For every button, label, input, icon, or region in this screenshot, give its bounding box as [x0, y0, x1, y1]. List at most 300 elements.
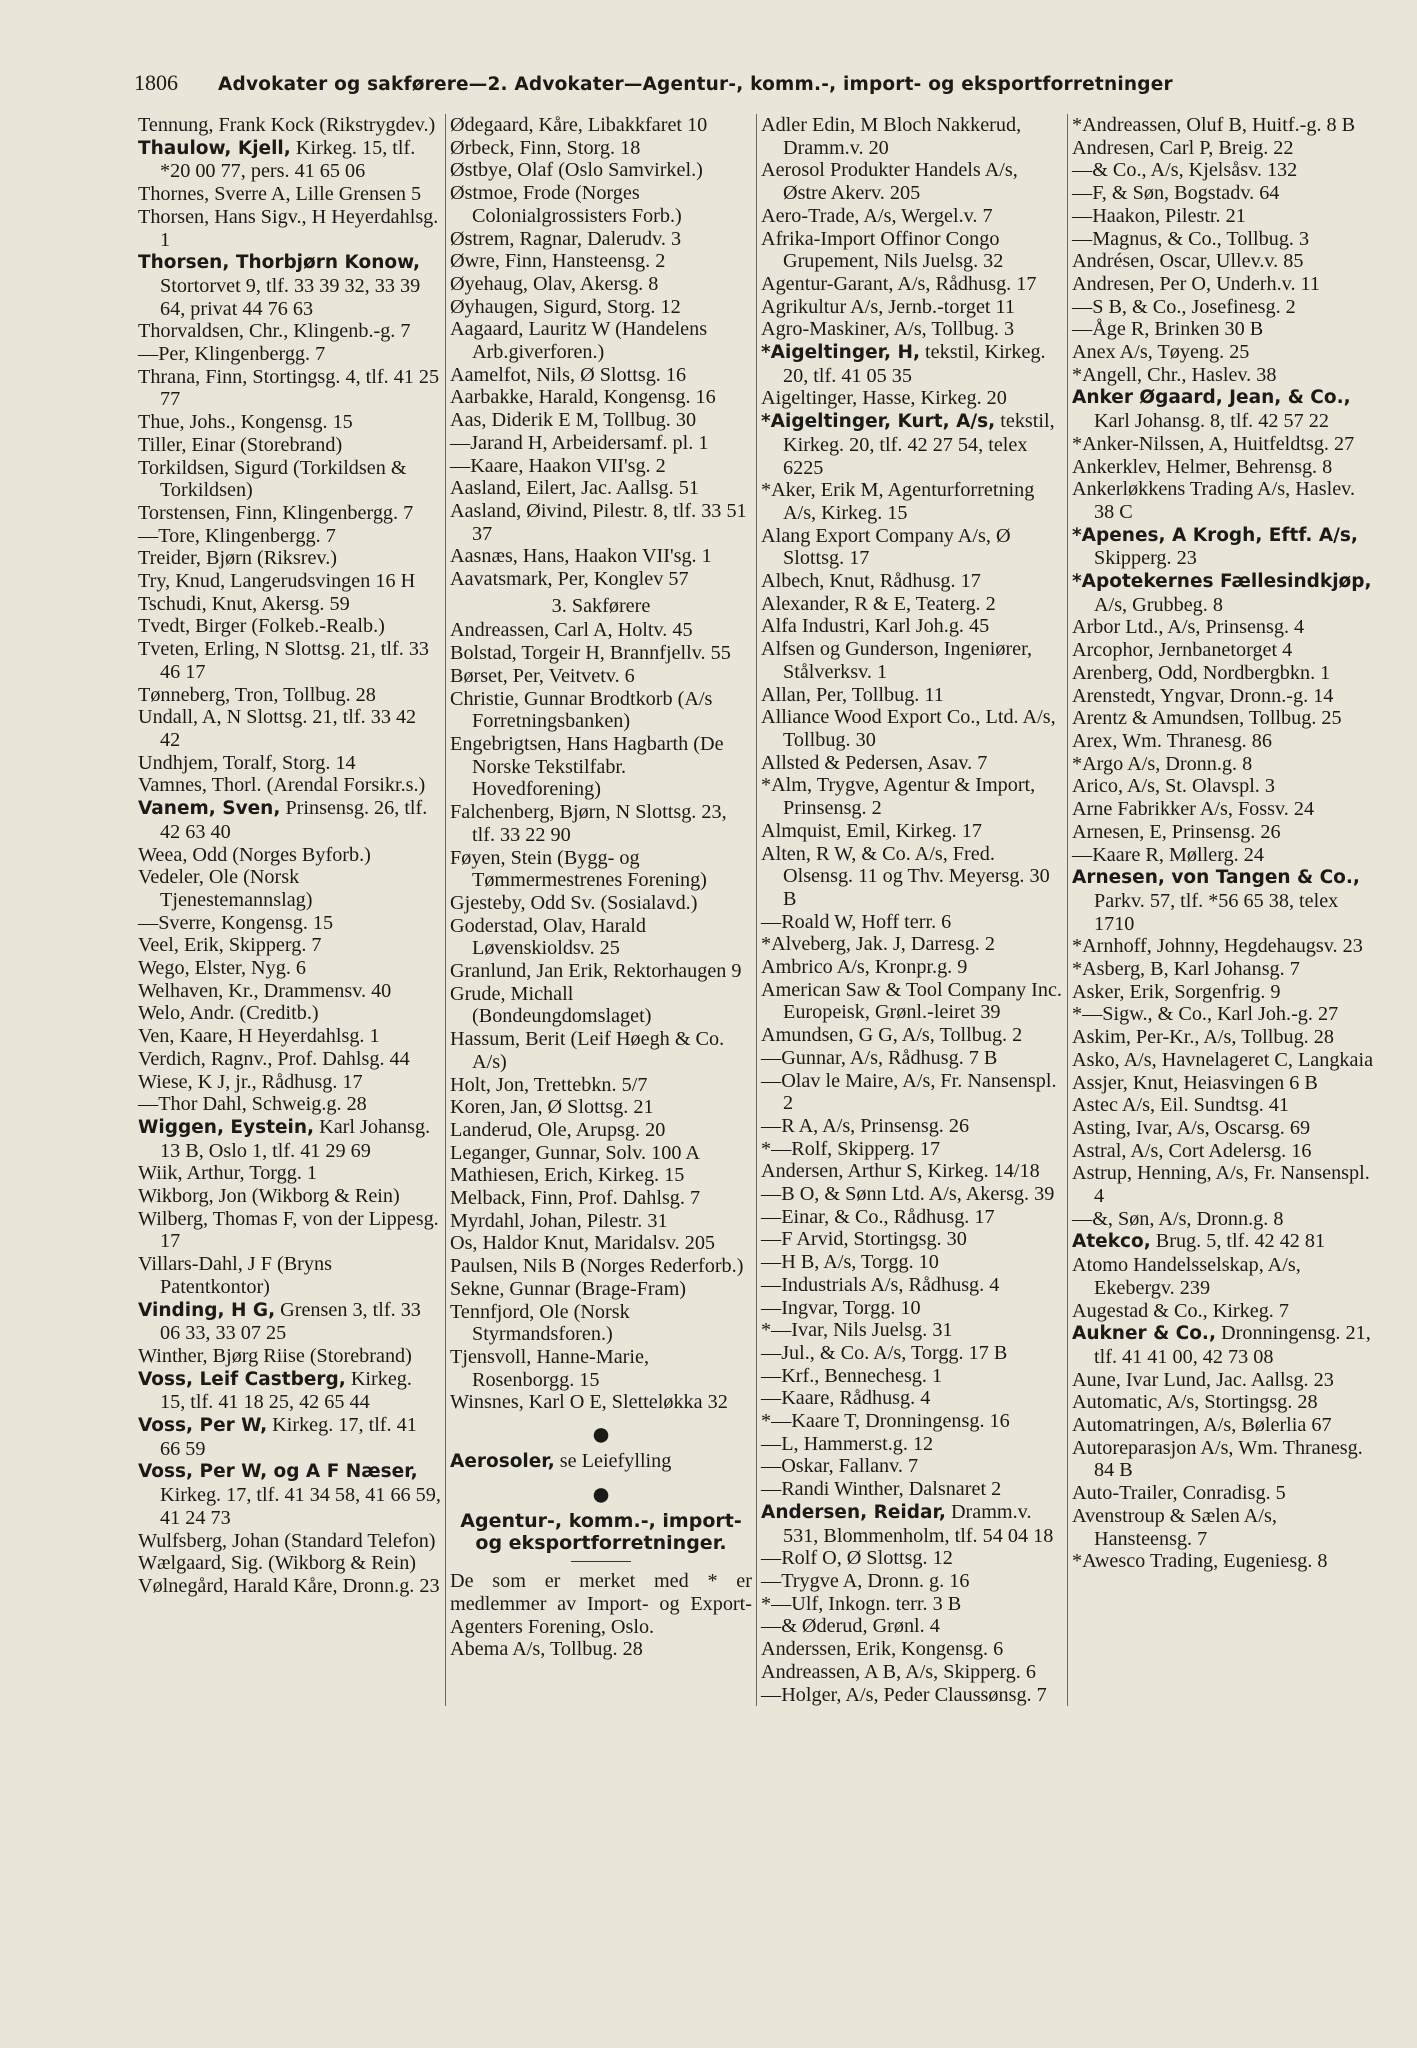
directory-entry	[450, 545, 752, 568]
entry-text: Avenstroup & Sælen A/s, Hansteensg. 7	[1072, 1504, 1277, 1550]
entry-text: se Leiefylling	[554, 1450, 672, 1473]
entry-text: Tvedt, Birger (Folkeb.-Realb.)	[138, 615, 385, 638]
entry-text: Leganger, Gunnar, Solv. 100 A	[450, 1141, 700, 1164]
entry-text: —Oskar, Fallanv. 7	[761, 1455, 919, 1478]
entry-text: Vølnegård, Harald Kåre, Dronn.g. 23	[138, 1575, 440, 1597]
entry-text: Karl Johansg. 13 B, Oslo 1, tlf. 41 29 69	[160, 1115, 431, 1162]
entry-text: Aarbakke, Harald, Kongensg. 16	[450, 386, 716, 409]
entry-text: —Gunnar, A/s, Rådhusg. 7 B	[761, 1046, 998, 1069]
bullet-separator: ●	[590, 1475, 612, 1513]
directory-entry	[1072, 433, 1374, 456]
entry-text: Aune, Ivar Lund, Jac. Aallsg. 23	[1072, 1368, 1334, 1391]
entry-text: Stortorvet 9, tlf. 33 39 32, 33 39 64, privat 44 76 63	[160, 274, 421, 320]
directory-entry	[1072, 250, 1374, 273]
directory-entry	[450, 688, 752, 733]
entry-name-bold: Thorsen, Thorbjørn Konow,	[138, 252, 421, 274]
directory-entry	[761, 1365, 1063, 1388]
entry-text: Kirkeg. 15, tlf. 41 18 25, 42 65 44	[160, 1367, 412, 1414]
directory-entry	[1072, 866, 1374, 935]
directory-entry	[1072, 753, 1374, 776]
entry-text: Atomo Handelsselskap, A/s, Ekebergv. 239	[1072, 1254, 1301, 1299]
directory-entry	[761, 979, 1063, 1024]
entry-text: Andresen, Per O, Underh.v. 11	[1072, 272, 1320, 295]
entry-text: Veel, Erik, Skipperg. 7	[138, 934, 322, 957]
entry-text: Koren, Jan, Ø Slottsg. 21	[450, 1096, 654, 1119]
directory-entry	[1072, 1437, 1374, 1482]
entry-text: Auto-Trailer, Conradisg. 5	[1072, 1482, 1286, 1505]
entry-text: *Alveberg, Jak. J, Darresg. 2	[761, 933, 995, 956]
directory-entry	[1072, 1140, 1374, 1163]
entry-text: Andreassen, Carl A, Holtv. 45	[450, 619, 693, 642]
entry-text: Engebrigtsen, Hans Hagbarth (De Norske Tekstilfabr. Hovedforening)	[450, 732, 724, 801]
directory-entry	[450, 568, 752, 591]
entry-text: *—Kaare T, Dronningensg. 16	[761, 1410, 1010, 1433]
directory-entry	[761, 114, 1063, 159]
entry-text: Gjesteby, Odd Sv. (Sosialavd.)	[450, 891, 698, 914]
entry-text: —R A, A/s, Prinsensg. 26	[761, 1114, 970, 1137]
entry-name-bold: Aerosoler,	[450, 1451, 555, 1473]
directory-entry	[138, 593, 441, 616]
directory-entry	[761, 159, 1063, 204]
entry-text: Thornes, Sverre A, Lille Grensen 5	[138, 183, 422, 206]
directory-entry	[1072, 958, 1374, 981]
directory-entry	[138, 525, 441, 548]
directory-entry	[761, 1115, 1063, 1138]
entry-text: Allsted & Pedersen, Asav. 7	[761, 751, 988, 774]
directory-entry	[761, 1661, 1063, 1684]
column-4	[1067, 114, 1378, 1706]
entry-text: Verdich, Ragnv., Prof. Dahlsg. 44	[138, 1047, 410, 1070]
entry-text: Arnesen, E, Prinsensg. 26	[1072, 820, 1281, 843]
directory-entry	[761, 1387, 1063, 1410]
directory-entry	[761, 1593, 1063, 1616]
directory-entry	[1072, 205, 1374, 228]
directory-entry	[761, 1455, 1063, 1478]
directory-entry	[761, 706, 1063, 751]
entry-text: Ankerklev, Helmer, Behrensg. 8	[1072, 455, 1333, 478]
entry-text: Villars-Dahl, J F (Bryns Patentkontor)	[138, 1253, 332, 1298]
directory-entry	[761, 1160, 1063, 1183]
directory-entry	[450, 1450, 752, 1474]
bullet-separator: ●	[590, 1416, 612, 1454]
entry-text: *—Ulf, Inkogn. terr. 3 B	[761, 1592, 962, 1615]
short-rule	[571, 1561, 631, 1562]
directory-entry	[138, 844, 441, 867]
entry-text: Winsnes, Karl O E, Sletteløkka 32	[450, 1391, 728, 1414]
entry-text: Andersen, Arthur S, Kirkeg. 14/18	[761, 1160, 1040, 1183]
entry-text: Aavatsmark, Per, Konglev 57	[450, 568, 689, 591]
entry-text: Try, Knud, Langerudsvingen 16 H	[138, 570, 416, 593]
directory-entry	[138, 1025, 441, 1048]
entry-text: Christie, Gunnar Brodtkorb (A/s Forretningsbanken)	[450, 687, 713, 733]
entry-text: *Aker, Erik M, Agenturforretning A/s, Kirkeg. 15	[761, 479, 1035, 524]
directory-entry	[761, 1274, 1063, 1297]
entry-text: —Kaare, Haakon VII'sg. 2	[450, 454, 666, 477]
directory-entry	[138, 797, 441, 843]
directory-entry	[138, 1345, 441, 1368]
directory-entry	[450, 665, 752, 688]
entry-text: Undhjem, Toralf, Storg. 14	[138, 751, 356, 774]
directory-entry	[450, 960, 752, 983]
entry-text: Øyhaugen, Sigurd, Storg. 12	[450, 295, 681, 318]
entry-text: Weea, Odd (Norges Byforb.)	[138, 843, 371, 866]
entry-text: Astec A/s, Eil. Sundtsg. 41	[1072, 1094, 1290, 1117]
directory-entry	[1072, 1505, 1374, 1550]
entry-text: Alfsen og Gunderson, Ingeniører, Stålverksv. 1	[761, 638, 1033, 683]
entry-text: Aigeltinger, Hasse, Kirkeg. 20	[761, 387, 1007, 410]
directory-entry	[761, 774, 1063, 819]
directory-entry	[1072, 1094, 1374, 1117]
entry-text: —H B, A/s, Torgg. 10	[761, 1251, 939, 1274]
directory-entry	[138, 1575, 441, 1598]
entry-text: A/s, Grubbeg. 8	[1094, 593, 1223, 616]
directory-entry	[450, 432, 752, 455]
directory-entry	[138, 706, 441, 751]
directory-entry	[761, 843, 1063, 911]
directory-entry	[761, 615, 1063, 638]
directory-entry	[1072, 730, 1374, 753]
directory-entry	[138, 1299, 441, 1345]
directory-entry	[450, 250, 752, 273]
directory-entry	[450, 1096, 752, 1119]
entry-name-bold: Vanem, Sven,	[138, 798, 281, 820]
directory-entry	[761, 1615, 1063, 1638]
entry-name-bold: Anker Øgaard, Jean, & Co.,	[1072, 387, 1351, 409]
entry-text: —Industrials A/s, Rådhusg. 4	[761, 1273, 1000, 1296]
entry-text: Arbor Ltd., A/s, Prinsensg. 4	[1072, 616, 1305, 639]
entry-text: Thrana, Finn, Stortingsg. 4, tlf. 41 25 77	[138, 365, 440, 411]
directory-entry	[761, 1206, 1063, 1229]
entry-text: Aagaard, Lauritz W (Handelens Arb.giverforen.)	[450, 318, 708, 364]
directory-entry	[761, 479, 1063, 524]
directory-entry	[761, 1024, 1063, 1047]
entry-text: Alten, R W, & Co. A/s, Fred. Olsensg. 11 og Thv. Meyersg. 30 B	[761, 842, 1050, 910]
directory-entry	[138, 1162, 441, 1185]
directory-entry	[761, 387, 1063, 410]
entry-text: Autoreparasjon A/s, Wm. Thranesg. 84 B	[1072, 1436, 1363, 1482]
directory-entry	[450, 892, 752, 915]
directory-entry	[138, 980, 441, 1003]
entry-text: Treider, Bjørn (Riksrev.)	[138, 547, 337, 570]
entry-text: Tiller, Einar (Storebrand)	[138, 433, 343, 456]
directory-entry	[1072, 1162, 1374, 1207]
entry-text: Arex, Wm. Thranesg. 86	[1072, 729, 1272, 752]
entry-text: *Alm, Trygve, Agentur & Import, Prinsensg. 2	[761, 774, 1036, 820]
directory-entry	[450, 228, 752, 251]
entry-text: Kirkeg. 17, tlf. 41 66 59	[160, 1414, 417, 1460]
entry-text: Ørbeck, Finn, Storg. 18	[450, 136, 641, 159]
entry-text: Thorvaldsen, Chr., Klingenb.-g. 7	[138, 320, 411, 343]
entry-text: Astral, A/s, Cort Adelersg. 16	[1072, 1139, 1312, 1162]
entry-text: Astrup, Henning, A/s, Fr. Nansenspl. 4	[1072, 1162, 1370, 1208]
directory-entry	[138, 866, 441, 911]
entry-text: Føyen, Stein (Bygg- og Tømmermestrenes Forening)	[450, 846, 707, 892]
directory-entry	[1072, 639, 1374, 662]
directory-entry	[450, 1638, 752, 1661]
entry-text: Assjer, Knut, Heiasvingen 6 B	[1072, 1071, 1318, 1094]
column-1	[134, 114, 445, 1706]
entry-text: —Jarand H, Arbeidersamf. pl. 1	[450, 431, 709, 454]
directory-entry	[1072, 798, 1374, 821]
entry-text: Agentur-Garant, A/s, Rådhusg. 17	[761, 272, 1037, 295]
directory-entry	[1072, 182, 1374, 205]
entry-text: Bolstad, Torgeir H, Brannfjellv. 55	[450, 642, 731, 665]
directory-entry	[761, 1228, 1063, 1251]
entry-text: Asting, Ivar, A/s, Oscarsg. 69	[1072, 1116, 1311, 1139]
entry-text: Wiese, K J, jr., Rådhusg. 17	[138, 1070, 363, 1093]
directory-entry	[1072, 1072, 1374, 1095]
entry-text: Alfa Industri, Karl Joh.g. 45	[761, 615, 990, 638]
entry-name-bold: Voss, Leif Castberg,	[138, 1368, 346, 1390]
membership-note: De som er merket med * er medlemmer av Import- og Export-Agenters Forening, Oslo.	[450, 1570, 752, 1638]
directory-entry	[1072, 707, 1374, 730]
entry-name-bold: Voss, Per W,	[138, 1415, 268, 1437]
entry-text: Kirkeg. 17, tlf. 41 34 58, 41 66 59, 41 24 73	[160, 1484, 441, 1529]
entry-name-bold: Vinding, H G,	[138, 1299, 276, 1321]
page-number: 1806	[134, 70, 178, 95]
directory-entry	[138, 137, 441, 183]
directory-entry	[138, 434, 441, 457]
entry-text: —&, Søn, A/s, Dronn.g. 8	[1072, 1207, 1284, 1230]
entry-name-bold: Atekco,	[1072, 1231, 1151, 1253]
entry-text: Alliance Wood Export Co., Ltd. A/s, Tollbug. 30	[761, 706, 1056, 751]
entry-text: Andresen, Carl P, Breig. 22	[1072, 136, 1294, 159]
entry-text: —L, Hammerst.g. 12	[761, 1432, 934, 1455]
directory-entry	[1072, 844, 1374, 867]
directory-entry	[138, 366, 441, 411]
entry-text: Welo, Andr. (Creditb.)	[138, 1002, 319, 1025]
entry-text: *—Ivar, Nils Juelsg. 31	[761, 1319, 953, 1342]
directory-entry	[138, 114, 441, 137]
directory-entry	[761, 1047, 1063, 1070]
directory-entry	[138, 457, 441, 502]
entry-text: Andreassen, A B, A/s, Skipperg. 6	[761, 1660, 1036, 1683]
directory-entry	[1072, 935, 1374, 958]
entry-text: Wego, Elster, Nyg. 6	[138, 957, 307, 980]
directory-entry	[138, 615, 441, 638]
directory-entry	[1072, 1230, 1374, 1254]
entry-text: Amundsen, G G, A/s, Tollbug. 2	[761, 1024, 1023, 1047]
directory-entry	[1072, 524, 1374, 570]
directory-entry	[450, 477, 752, 500]
entry-text: Anderssen, Erik, Kongensg. 6	[761, 1638, 1004, 1661]
entry-text: *—Sigw., & Co., Karl Joh.-g. 27	[1072, 1003, 1339, 1026]
entry-text: Granlund, Jan Erik, Rektorhaugen 9	[450, 960, 742, 983]
directory-entry	[138, 638, 441, 683]
entry-text: Aerosol Produkter Handels A/s, Østre Akerv. 205	[761, 159, 1018, 205]
entry-text: —Randi Winther, Dalsnaret 2	[761, 1478, 1002, 1501]
entry-text: —Magnus, & Co., Tollbug. 3	[1072, 227, 1310, 250]
category-heading: Agentur-, komm.-, import- og eksportforretninger.	[460, 1509, 742, 1555]
entry-text: Anex A/s, Tøyeng. 25	[1072, 341, 1250, 364]
directory-entry	[138, 570, 441, 593]
directory-entry	[761, 752, 1063, 775]
directory-entry	[138, 1116, 441, 1162]
directory-entry	[1072, 981, 1374, 1004]
directory-entry	[761, 1183, 1063, 1206]
entry-text: Alang Export Company A/s, Ø Slottsg. 17	[761, 524, 1011, 570]
entry-text: Dramm.v. 531, Blommenholm, tlf. 54 04 18	[783, 1500, 1054, 1547]
entry-text: —Roald W, Hoff terr. 6	[761, 910, 952, 933]
directory-entry	[1072, 159, 1374, 182]
directory-entry	[450, 847, 752, 892]
directory-entry	[1072, 1322, 1374, 1368]
directory-entry	[138, 774, 441, 797]
directory-entry	[1072, 1414, 1374, 1437]
entry-text: Arenberg, Odd, Nordbergbkn. 1	[1072, 661, 1331, 684]
entry-text: Falchenberg, Bjørn, N Slottsg. 23, tlf. 33 22 90	[450, 801, 727, 846]
entry-text: American Saw & Tool Company Inc. Europeisk, Grønl.-leiret 39	[761, 978, 1062, 1024]
directory-entry	[450, 409, 752, 432]
directory-entry	[450, 364, 752, 387]
directory-entry	[450, 1074, 752, 1097]
entry-text: Tveten, Erling, N Slottsg. 21, tlf. 33 46 17	[138, 638, 430, 683]
entry-text: Abema A/s, Tollbug. 28	[450, 1638, 643, 1661]
entry-text: Arenstedt, Yngvar, Dronn.-g. 14	[1072, 684, 1334, 707]
directory-entry	[761, 820, 1063, 843]
directory-entry	[761, 593, 1063, 616]
directory-entry	[1072, 296, 1374, 319]
directory-entry	[450, 1232, 752, 1255]
entry-text: Øwre, Finn, Hansteensg. 2	[450, 250, 666, 273]
directory-entry	[138, 1414, 441, 1460]
entry-text: Ankerløkkens Trading A/s, Haslev. 38 C	[1072, 478, 1355, 523]
entry-text: —Kaare R, Møllerg. 24	[1072, 843, 1264, 866]
entry-name-bold: *Apenes, A Krogh, Eftf. A/s,	[1072, 524, 1358, 546]
entry-text: Sekne, Gunnar (Brage-Fram)	[450, 1277, 687, 1300]
directory-entry	[450, 1391, 752, 1414]
entry-text: Holt, Jon, Trettebkn. 5/7	[450, 1073, 648, 1096]
entry-text: Tennfjord, Ole (Norsk Styrmandsforen.)	[450, 1300, 630, 1346]
directory-entry	[761, 525, 1063, 570]
directory-entry	[450, 455, 752, 478]
entry-text: Albech, Knut, Rådhusg. 17	[761, 570, 981, 593]
directory-entry	[138, 1185, 441, 1208]
entry-text: Torkildsen, Sigurd (Torkildsen & Torkildsen)	[138, 456, 407, 502]
directory-entry	[138, 343, 441, 366]
entry-text: Grude, Michall (Bondeungdomslaget)	[450, 982, 652, 1028]
entry-name-bold: Thaulow, Kjell,	[138, 137, 291, 159]
entry-text: Tennung, Frank Kock (Rikstrygdev.)	[138, 114, 436, 136]
entry-text: —Einar, & Co., Rådhusg. 17	[761, 1205, 995, 1228]
directory-entry	[1072, 1003, 1374, 1026]
entry-text: Brug. 5, tlf. 42 42 81	[1150, 1230, 1326, 1253]
directory-entry	[1072, 456, 1374, 479]
directory-entry	[1072, 228, 1374, 251]
directory-entry	[761, 1342, 1063, 1365]
entry-text: Dronningensg. 21, tlf. 41 41 00, 42 73 08	[1094, 1322, 1371, 1368]
entry-text: —Olav le Maire, A/s, Fr. Nansenspl. 2	[761, 1069, 1057, 1115]
entry-text: Aero-Trade, A/s, Wergel.v. 7	[761, 204, 993, 227]
directory-entry	[1072, 137, 1374, 160]
entry-text: Tjensvoll, Hanne-Marie, Rosenborgg. 15	[450, 1345, 650, 1391]
directory-entry	[761, 341, 1063, 387]
entry-name-bold: Wiggen, Eystein,	[138, 1116, 315, 1138]
entry-text: —S B, & Co., Josefinesg. 2	[1072, 295, 1296, 318]
entry-text: Prinsensg. 26, tlf. 42 63 40	[160, 797, 428, 843]
directory-entry	[138, 547, 441, 570]
entry-text: Melback, Finn, Prof. Dahlsg. 7	[450, 1187, 701, 1210]
entry-text: Almquist, Emil, Kirkeg. 17	[761, 819, 982, 842]
directory-entry	[450, 983, 752, 1028]
directory-entry	[138, 1002, 441, 1025]
entry-text: Aamelfot, Nils, Ø Slottsg. 16	[450, 363, 687, 386]
entry-text: Tønneberg, Tron, Tollbug. 28	[138, 683, 376, 706]
entry-text: Tschudi, Knut, Akersg. 59	[138, 592, 350, 615]
directory-entry	[138, 912, 441, 935]
directory-entry	[138, 752, 441, 775]
directory-entry	[450, 619, 752, 642]
directory-entry	[1072, 821, 1374, 844]
directory-entry	[1072, 1391, 1374, 1414]
entry-text: —Holger, A/s, Peder Claussønsg. 7	[761, 1683, 1047, 1706]
section-heading: 3. Sakførere	[551, 594, 651, 617]
directory-entry	[761, 638, 1063, 683]
entry-text: —B O, & Sønn Ltd. A/s, Akersg. 39	[761, 1183, 1055, 1206]
entry-text: —Sverre, Kongensg. 15	[138, 911, 334, 934]
entry-text: Thorsen, Hans Sigv., H Heyerdahlsg. 1	[138, 205, 439, 251]
entry-text: Automatic, A/s, Stortingsg. 28	[1072, 1391, 1318, 1414]
entry-text: Kirkeg. 15, tlf. *20 00 77, pers. 41 65 06	[160, 136, 416, 183]
directory-entry	[138, 206, 441, 251]
entry-text: —Thor Dahl, Schweig.g. 28	[138, 1093, 367, 1116]
directory-entry	[761, 684, 1063, 707]
entry-text: Karl Johansg. 8, tlf. 42 57 22	[1094, 410, 1329, 433]
entry-text: Adler Edin, M Bloch Nakkerud, Dramm.v. 20	[761, 114, 1022, 159]
entry-text: *Awesco Trading, Eugeniesg. 8	[1072, 1550, 1328, 1573]
entry-text: *Anker-Nilssen, A, Huitfeldtsg. 27	[1072, 432, 1355, 455]
entry-text: —F Arvid, Stortingsg. 30	[761, 1228, 967, 1251]
directory-entry	[450, 182, 752, 227]
entry-text: Torstensen, Finn, Klingenbergg. 7	[138, 501, 414, 524]
directory-entry	[1072, 1254, 1374, 1299]
directory-entry	[138, 934, 441, 957]
entry-text: —Tore, Klingenbergg. 7	[138, 524, 336, 547]
entry-text: Østmoe, Frode (Norges Colonialgrossisters Forb.)	[450, 182, 682, 227]
entry-text: Ven, Kaare, H Heyerdahlsg. 1	[138, 1025, 380, 1048]
entry-text: Andrésen, Oscar, Ullev.v. 85	[1072, 250, 1304, 273]
entry-text: Myrdahl, Johan, Pilestr. 31	[450, 1209, 668, 1232]
directory-entry	[1072, 775, 1374, 798]
directory-entry	[450, 114, 752, 137]
directory-entry	[1072, 1550, 1374, 1573]
directory-entry	[761, 1297, 1063, 1320]
entry-text: —Ingvar, Torgg. 10	[761, 1296, 921, 1319]
entry-text: Aasnæs, Hans, Haakon VII'sg. 1	[450, 545, 712, 568]
entry-text: tekstil, Kirkeg. 20, tlf. 42 27 54, telex 6225	[783, 410, 1055, 479]
directory-entry	[761, 410, 1063, 479]
entry-text: Skipperg. 23	[1094, 547, 1197, 570]
directory-entry	[1072, 1208, 1374, 1231]
entry-text: Automatringen, A/s, Bølerlia 67	[1072, 1414, 1332, 1437]
entry-text: —Åge R, Brinken 30 B	[1072, 318, 1264, 341]
directory-entry	[138, 320, 441, 343]
entry-text: Landerud, Ole, Arupsg. 20	[450, 1118, 666, 1141]
entry-text: Aasland, Øivind, Pilestr. 8, tlf. 33 51 37	[450, 499, 747, 545]
directory-entry	[761, 1138, 1063, 1161]
directory-entry	[138, 1552, 441, 1575]
directory-entry	[1072, 1117, 1374, 1140]
entry-text: Asker, Erik, Sorgenfrig. 9	[1072, 980, 1281, 1003]
entry-text: *—Rolf, Skipperg. 17	[761, 1137, 941, 1160]
directory-entry	[450, 1255, 752, 1278]
entry-text: —& Co., A/s, Kjelsåsv. 132	[1072, 159, 1298, 182]
running-title: Advokater og sakførere—2. Advokater—Agentur-, komm.-, import- og eksportforretninger	[218, 74, 1173, 95]
directory-entry	[1072, 1369, 1374, 1392]
entry-text: Arne Fabrikker A/s, Fossv. 24	[1072, 798, 1315, 821]
directory-entry	[138, 1530, 441, 1553]
entry-text: —F, & Søn, Bogstadv. 64	[1072, 182, 1280, 205]
